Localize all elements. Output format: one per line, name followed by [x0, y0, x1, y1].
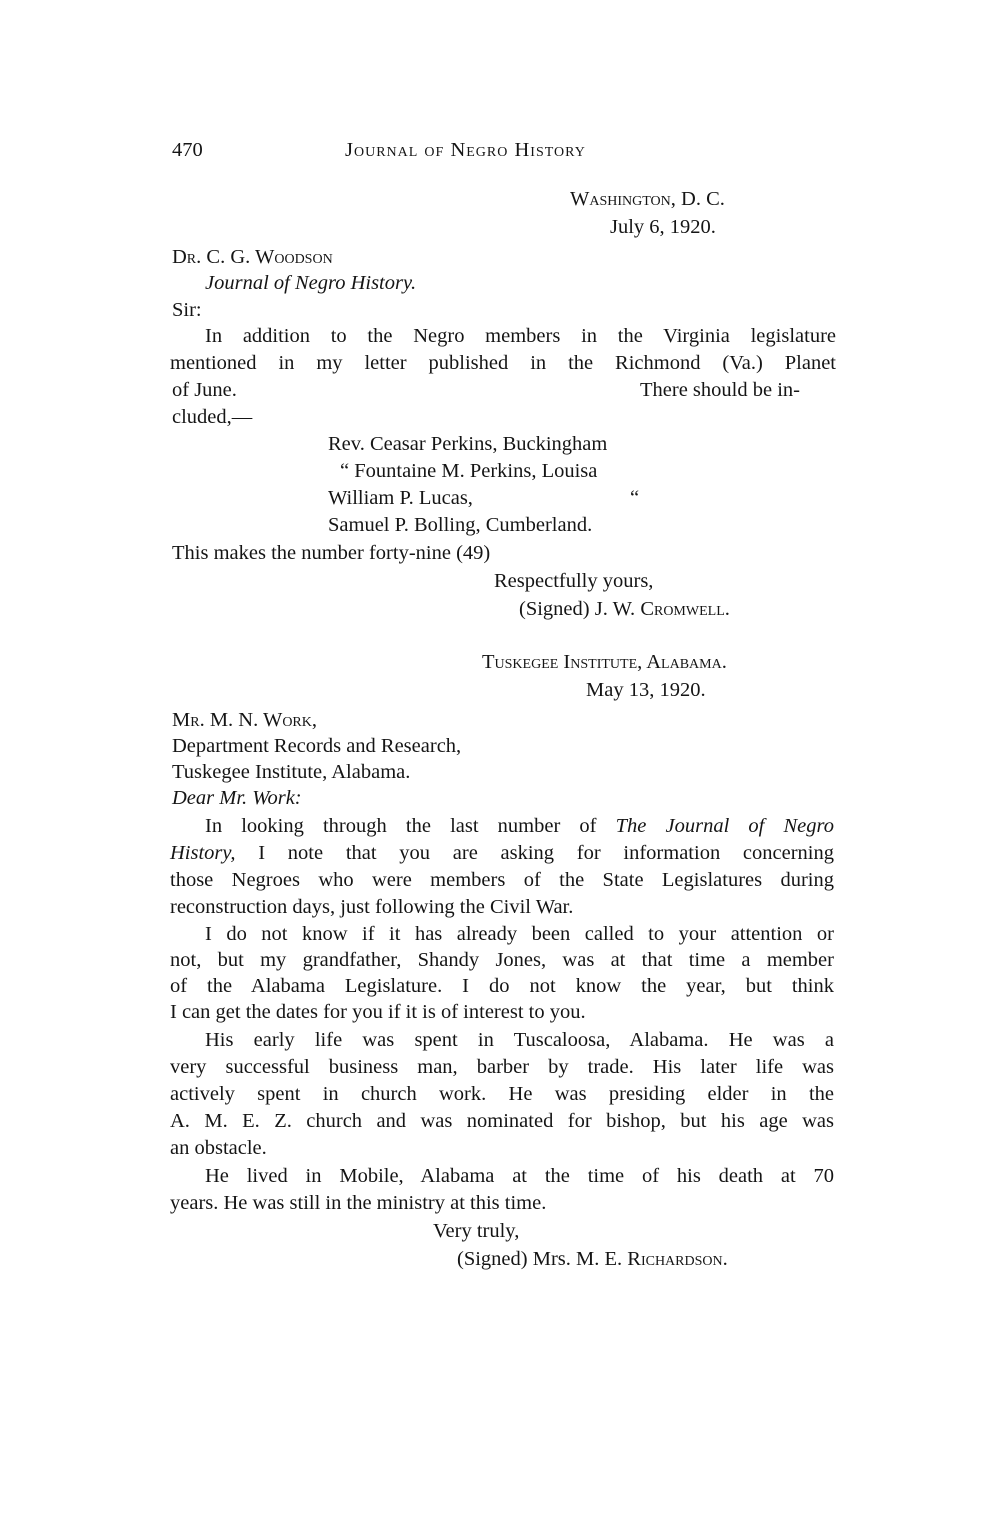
p1-text: In looking through the last number of	[205, 815, 597, 837]
signature-name: Richardson.	[627, 1248, 728, 1270]
letter2-place: Tuskegee Institute, Alabama.	[482, 651, 727, 673]
letter2-p3-line: A. M. E. Z. church and was nominated for bishop, but his age was	[170, 1110, 834, 1132]
letter2-p1-line: reconstruction days, just following the Civil War.	[170, 896, 574, 918]
letter2-p1-line: those Negroes who were members of the State Legislatures during	[170, 869, 834, 891]
journal-title: History,	[170, 842, 236, 864]
letter1-line3-right: There should be in-	[640, 379, 800, 401]
running-title: Journal of Negro History	[345, 139, 586, 161]
letter2-address-line: Mr. M. N. Work,	[172, 709, 318, 731]
letter2-p4-line: He lived in Mobile, Alabama at the time of his death at 70	[205, 1165, 834, 1187]
letter1-date: July 6, 1920.	[610, 216, 716, 238]
letter2-p3-line: His early life was spent in Tuscaloosa, Alabama. He was a	[205, 1029, 834, 1051]
letter1-line: cluded,—	[172, 406, 253, 428]
letter2-signature	[457, 1246, 728, 1273]
letter1-line: In addition to the Negro members in the Virginia legislature	[205, 325, 836, 347]
member-line: Rev. Ceasar Perkins, Buckingham	[328, 433, 608, 455]
member-line: “ Fountaine M. Perkins, Louisa	[340, 460, 598, 482]
p1-text: I note that you are asking for information concerning	[258, 842, 834, 864]
letter1-signature	[519, 596, 730, 623]
letter2-closing: Very truly,	[433, 1220, 520, 1242]
letter2-address-line: Tuskegee Institute, Alabama.	[172, 761, 411, 783]
letter2-date: May 13, 1920.	[586, 679, 706, 701]
letter2-address-line: Department Records and Research,	[172, 735, 462, 757]
signature-prefix: (Signed) Mrs. M. E.	[457, 1248, 623, 1270]
letter2-p4-line: years. He was still in the ministry at this time.	[170, 1192, 547, 1214]
letter2-p3-line: actively spent in church work. He was presiding elder in the	[170, 1083, 834, 1105]
letter2-p2-line: not, but my grandfather, Shandy Jones, was at that time a member	[170, 949, 834, 971]
letter1-line: mentioned in my letter published in the Richmond (Va.) Planet	[170, 352, 836, 374]
letter1-place: Washington, D. C.	[570, 188, 725, 210]
letter1-closing: Respectfully yours,	[494, 570, 654, 592]
ditto-mark: “	[630, 487, 640, 509]
letter1-addressee-affiliation: Journal of Negro History.	[205, 272, 417, 294]
page-number: 470	[172, 139, 203, 161]
letter2-p3-line: an obstacle.	[170, 1137, 267, 1159]
letter2-p1-line	[170, 840, 834, 867]
letter1-line3-left: of June.	[172, 379, 237, 401]
journal-title: The Journal of Negro	[615, 815, 834, 837]
letter1-addressee-name: Dr. C. G. Woodson	[172, 246, 333, 268]
letter2-p3-line: very successful business man, barber by trade. His later life was	[170, 1056, 834, 1078]
letter2-p2-line: of the Alabama Legislature. I do not know the year, but think	[170, 975, 834, 997]
letter2-p1-line	[205, 813, 834, 840]
signature-prefix: (Signed) J. W.	[519, 598, 636, 620]
letter2-salutation: Dear Mr. Work:	[172, 787, 302, 809]
letter2-p2-line: I can get the dates for you if it is of interest to you.	[170, 1001, 586, 1023]
letter2-p2-line: I do not know if it has already been called to your attention or	[205, 923, 834, 945]
letter1-salutation: Sir:	[172, 299, 202, 321]
member-line: Samuel P. Bolling, Cumberland.	[328, 514, 593, 536]
signature-name: Cromwell.	[640, 598, 730, 620]
letter1-count-line: This makes the number forty-nine (49)	[172, 542, 491, 564]
member-line: William P. Lucas,	[328, 487, 473, 509]
